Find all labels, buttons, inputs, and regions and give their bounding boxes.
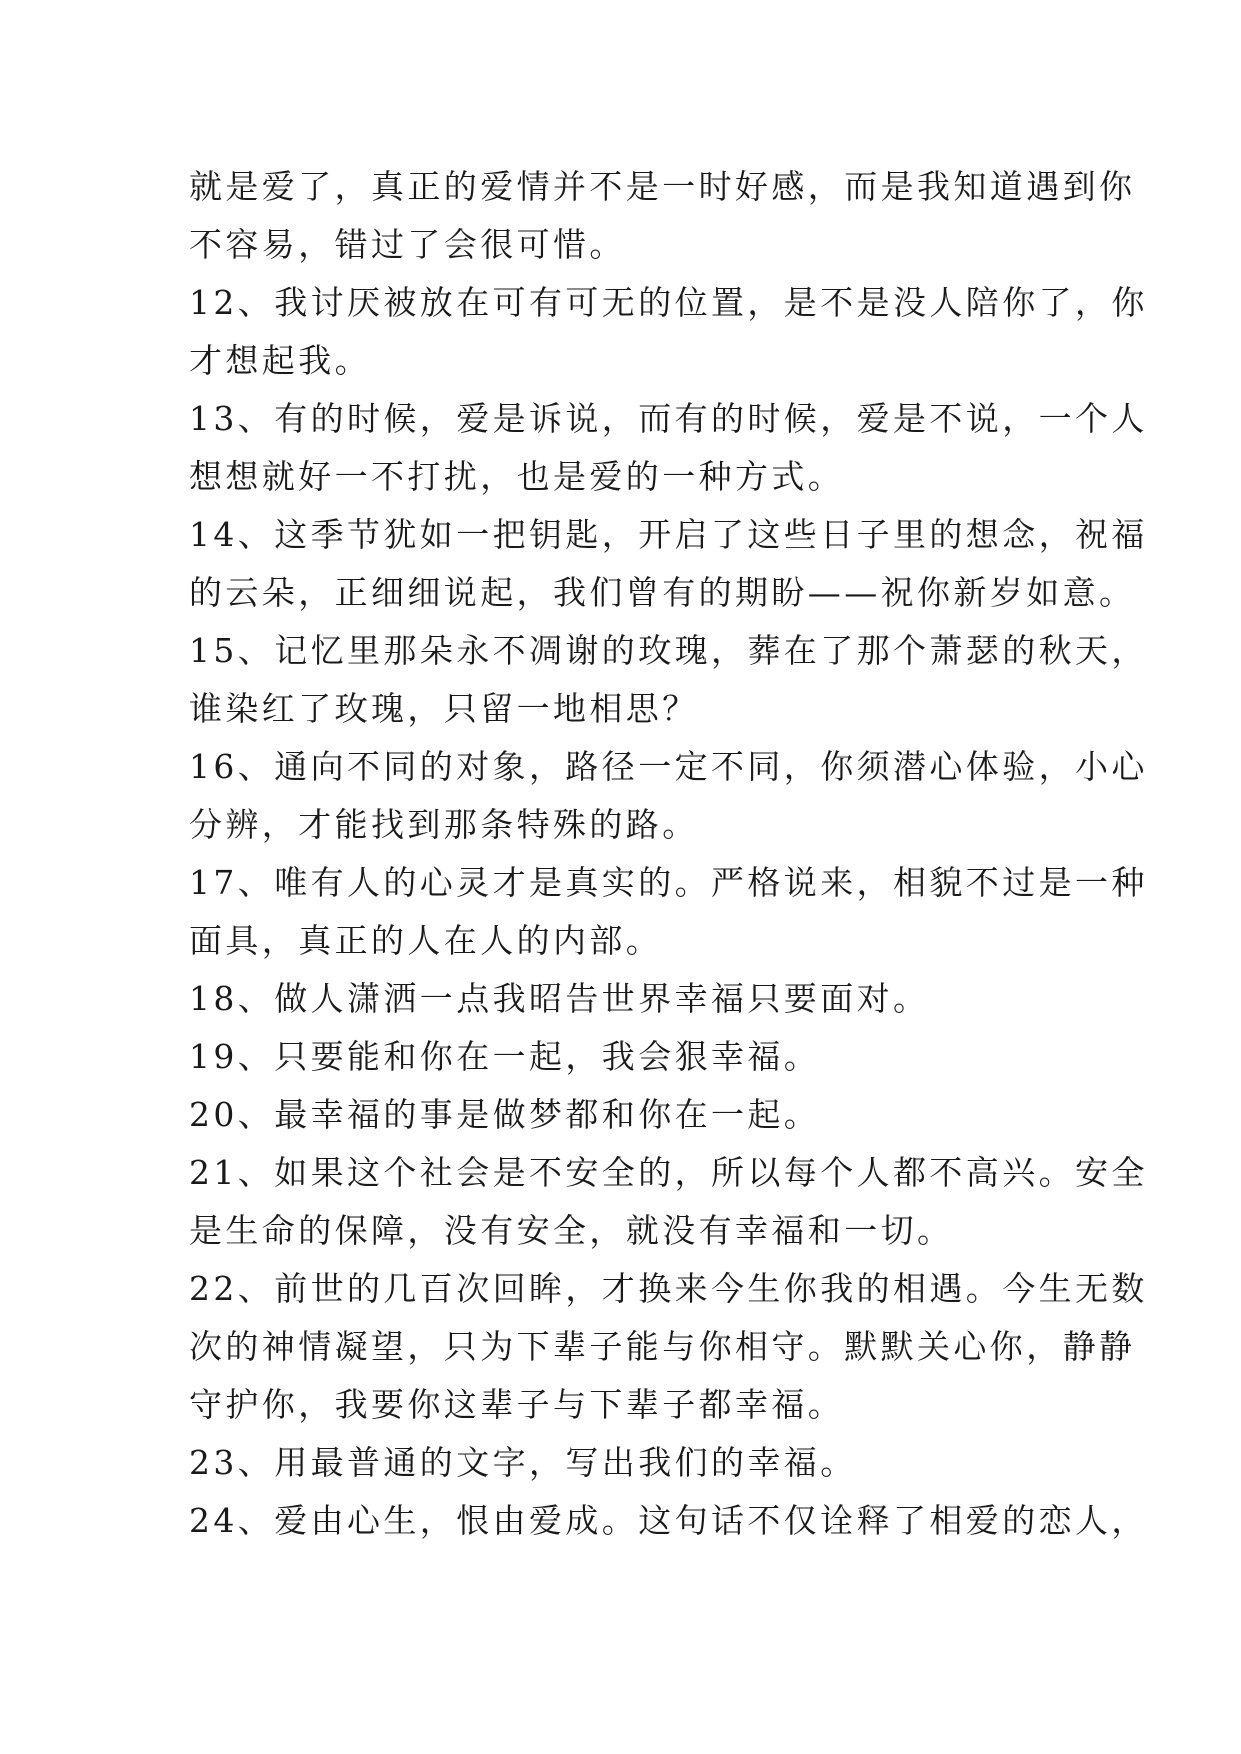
- text-line: 是生命的保障，没有安全，就没有幸福和一切。: [189, 1211, 954, 1250]
- text-line: 才想起我。: [189, 341, 371, 380]
- text-line: 分辨，才能找到那条特殊的路。: [189, 805, 699, 844]
- text-line: 谁染红了玫瑰，只留一地相思？: [189, 689, 699, 728]
- text-line: 的云朵，正细细说起，我们曾有的期盼——祝你新岁如意。: [189, 573, 1136, 612]
- text-line: 13、有的时候，爱是诉说，而有的时候，爱是不说，一个人: [189, 399, 1148, 438]
- document-text-body: [189, 158, 1148, 1550]
- text-line: 面具，真正的人在人的内部。: [189, 921, 663, 960]
- text-line: 21、如果这个社会是不安全的，所以每个人都不高兴。安全: [189, 1153, 1148, 1192]
- text-line: 20、最幸福的事是做梦都和你在一起。: [189, 1095, 821, 1134]
- text-line: 守护你，我要你这辈子与下辈子都幸福。: [189, 1385, 845, 1424]
- text-line: 22、前世的几百次回眸，才换来今生你我的相遇。今生无数: [189, 1269, 1148, 1308]
- text-line: 23、用最普通的文字，写出我们的幸福。: [189, 1443, 857, 1482]
- text-line: 12、我讨厌被放在可有可无的位置，是不是没人陪你了，你: [189, 283, 1148, 322]
- text-line: 14、这季节犹如一把钥匙，开启了这些日子里的想念，祝福: [189, 515, 1148, 554]
- text-line: 19、只要能和你在一起，我会狠幸福。: [189, 1037, 821, 1076]
- text-line: 想想就好一不打扰，也是爱的一种方式。: [189, 457, 845, 496]
- text-line: 次的神情凝望，只为下辈子能与你相守。默默关心你，静静: [189, 1327, 1136, 1366]
- text-line: 17、唯有人的心灵才是真实的。严格说来，相貌不过是一种: [189, 863, 1148, 902]
- text-line: 就是爱了，真正的爱情并不是一时好感，而是我知道遇到你: [189, 167, 1136, 206]
- text-line: 24、爱由心生，恨由爱成。这句话不仅诠释了相爱的恋人，: [189, 1501, 1148, 1540]
- text-line: 15、记忆里那朵永不凋谢的玫瑰，葬在了那个萧瑟的秋天，: [189, 631, 1148, 670]
- text-line: 18、做人潇洒一点我昭告世界幸福只要面对。: [189, 979, 930, 1018]
- text-line: 16、通向不同的对象，路径一定不同，你须潜心体验，小心: [189, 747, 1148, 786]
- text-line: 不容易，错过了会很可惜。: [189, 225, 626, 264]
